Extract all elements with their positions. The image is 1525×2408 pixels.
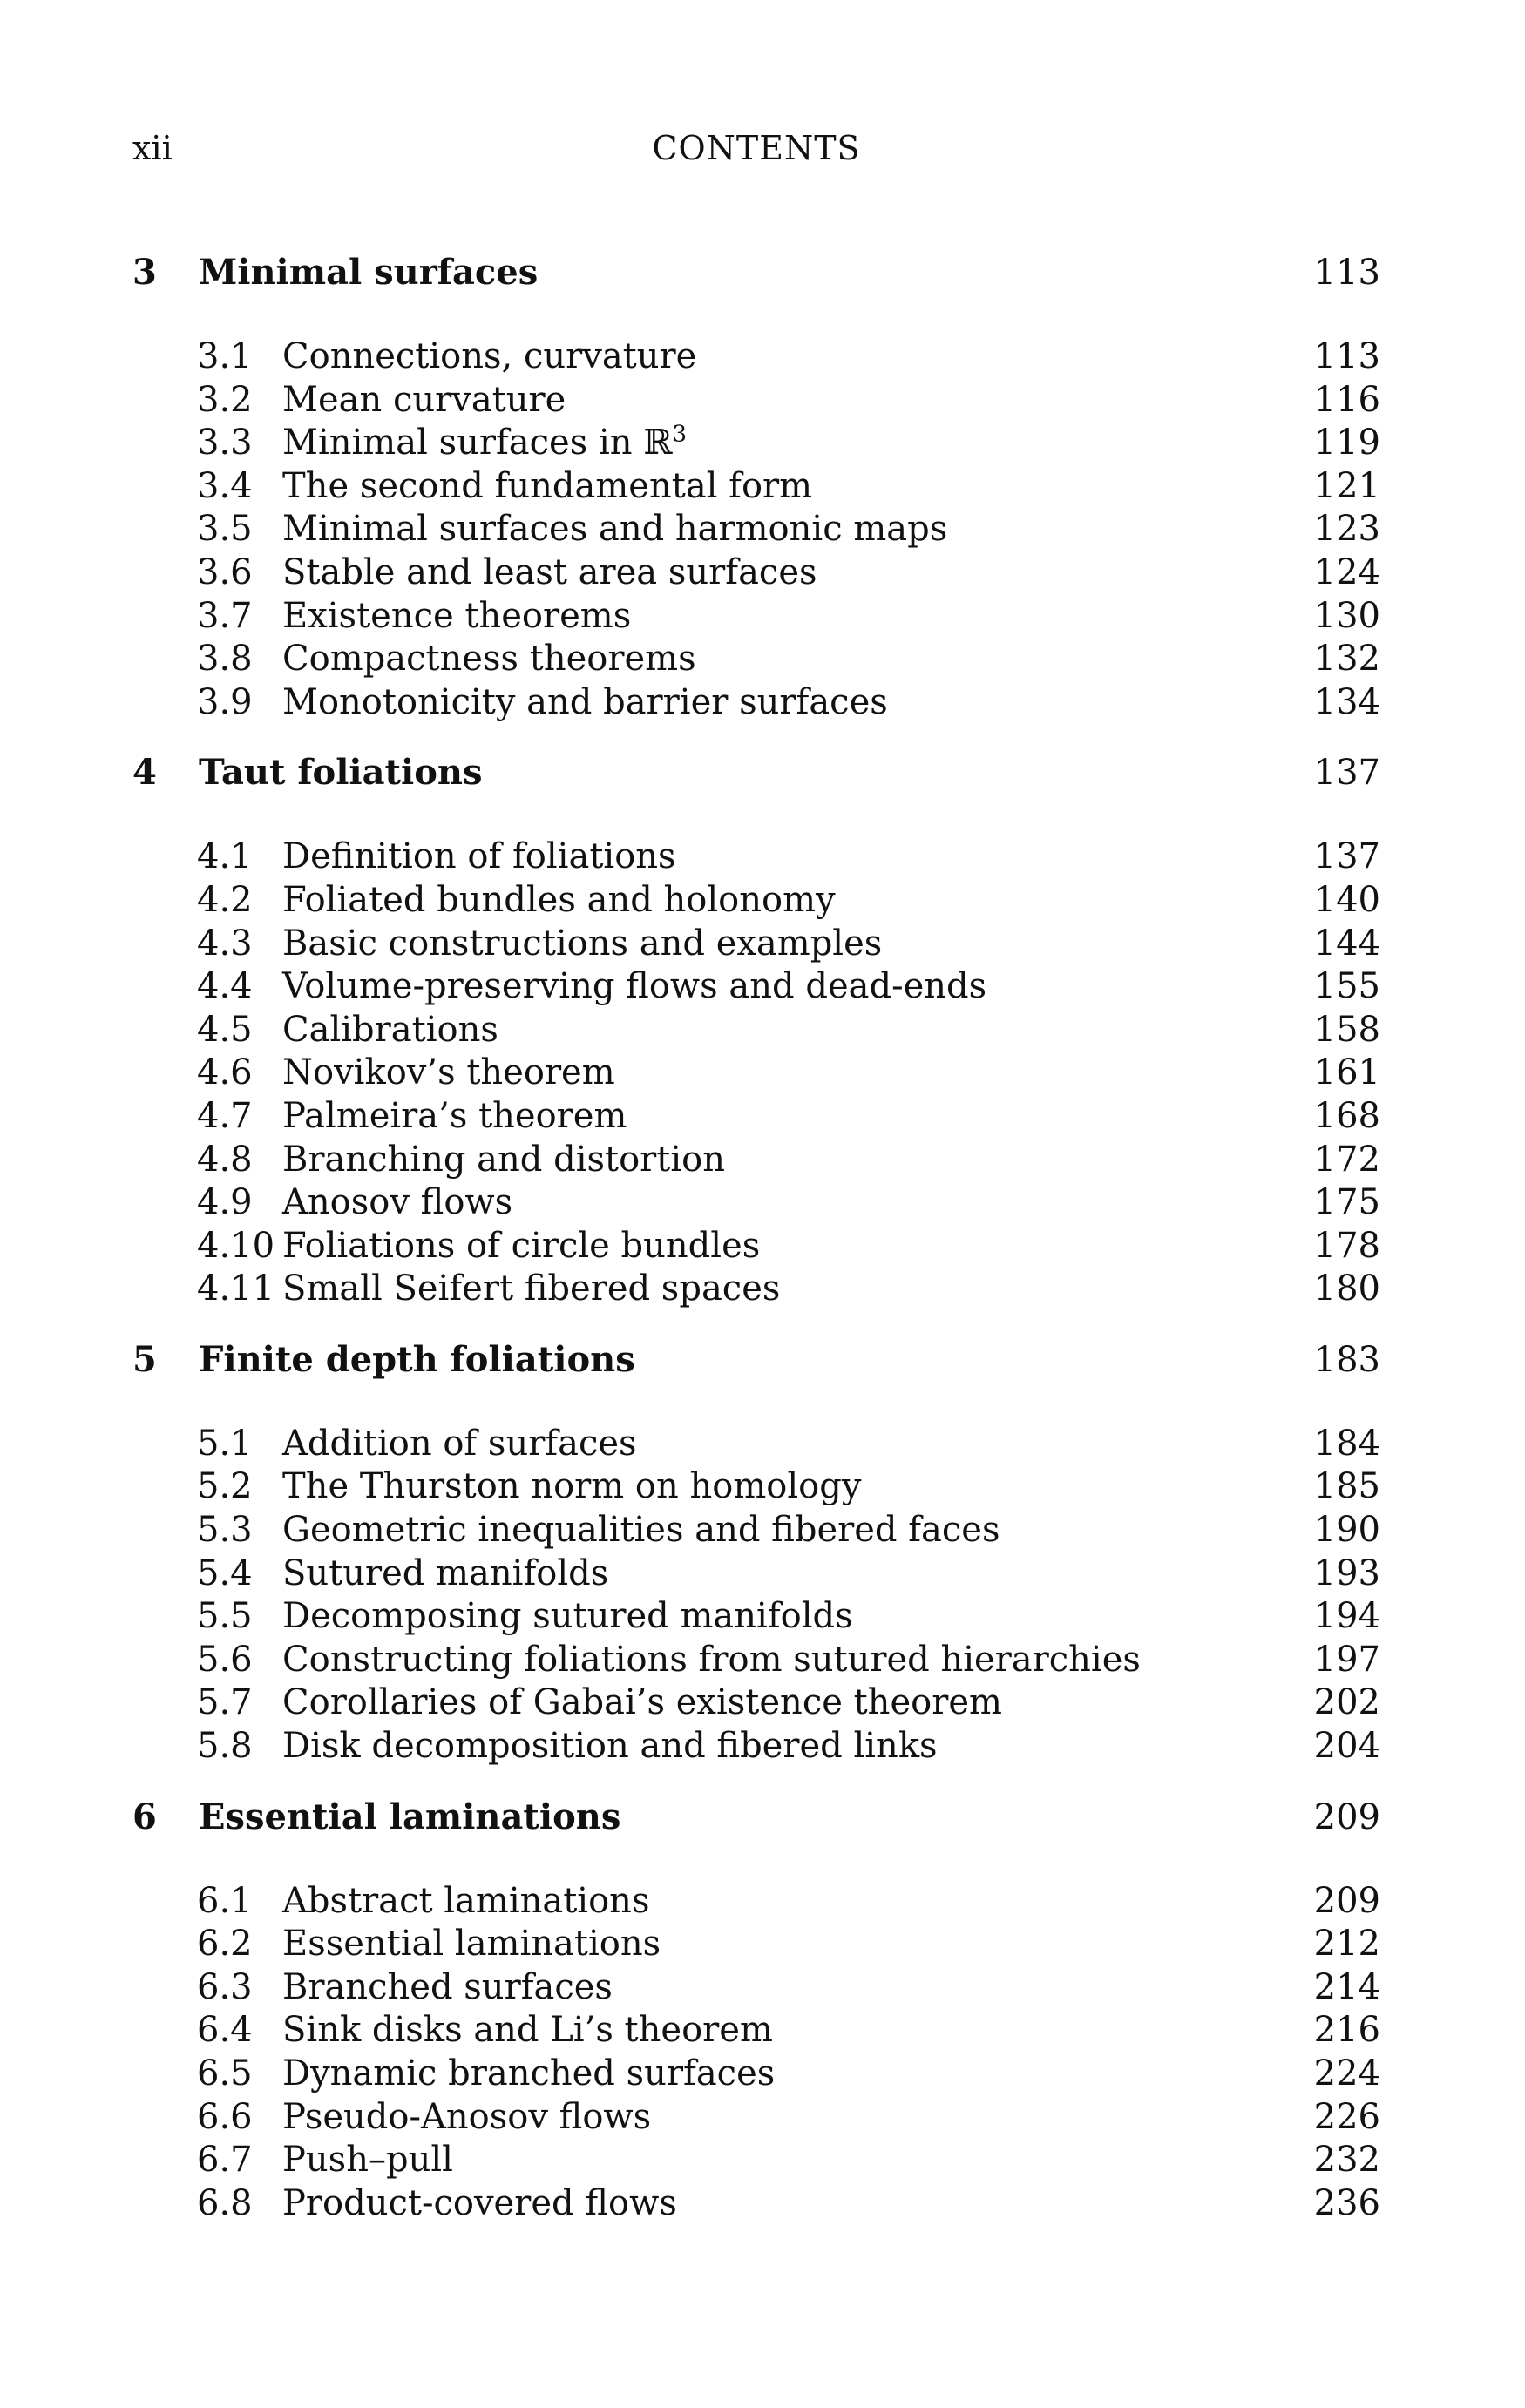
chapter-title: Essential laminations xyxy=(199,1796,621,1837)
chapter-heading xyxy=(132,748,1380,797)
section-entry xyxy=(132,879,1380,923)
section-entry xyxy=(132,1052,1380,1095)
section-page-number: 185 xyxy=(1313,1466,1380,1507)
section-title-text: Definition of foliations xyxy=(282,836,676,877)
section-number: 5.6 xyxy=(197,1639,253,1680)
section-page-number: 123 xyxy=(1313,509,1380,550)
section-entry xyxy=(132,1181,1380,1225)
section-title-text: Calibrations xyxy=(282,1009,498,1050)
chapter-page-number: 209 xyxy=(1313,1796,1380,1837)
section-entry xyxy=(132,1880,1380,1924)
section-title-text: Sutured manifolds xyxy=(282,1552,609,1593)
section-number: 3.3 xyxy=(197,423,253,463)
section-title xyxy=(282,1966,613,2010)
section-page-number: 202 xyxy=(1313,1682,1380,1723)
section-title xyxy=(282,1725,938,1769)
section-number: 5.5 xyxy=(197,1596,253,1637)
section-number: 4.3 xyxy=(197,923,253,964)
section-title-text: The Thurston norm on homology xyxy=(282,1466,862,1507)
toc-chapter xyxy=(132,1336,1380,1769)
section-number: 3.4 xyxy=(197,465,253,506)
section-page-number: 178 xyxy=(1313,1225,1380,1266)
section-number: 4.10 xyxy=(197,1225,275,1266)
section-title xyxy=(282,379,566,423)
section-title-text: Push–pull xyxy=(282,2140,453,2181)
chapter-number: 4 xyxy=(132,752,157,794)
section-title xyxy=(282,465,812,509)
section-title-text: Geometric inequalities and fibered faces xyxy=(282,1510,1000,1551)
section-page-number: 236 xyxy=(1313,2182,1380,2223)
section-title xyxy=(282,595,631,639)
section-number: 5.8 xyxy=(197,1726,253,1767)
section-page-number: 161 xyxy=(1313,1052,1380,1093)
toc-chapter xyxy=(132,748,1380,1311)
chapter-page-number: 113 xyxy=(1313,253,1380,293)
section-number: 6.7 xyxy=(197,2140,253,2181)
section-page-number: 132 xyxy=(1313,639,1380,680)
section-title-text: Minimal surfaces in ℝ xyxy=(282,423,673,463)
section-page-number: 180 xyxy=(1313,1268,1380,1309)
section-page-number: 214 xyxy=(1313,1966,1380,2007)
section-page-number: 124 xyxy=(1313,551,1380,592)
section-page-number: 204 xyxy=(1313,1726,1380,1767)
section-entry xyxy=(132,379,1380,423)
section-number: 4.4 xyxy=(197,966,253,1007)
section-number: 5.3 xyxy=(197,1510,253,1551)
section-title-text: Small Seifert fibered spaces xyxy=(282,1268,781,1309)
section-title xyxy=(282,1268,780,1311)
section-title-superscript: 3 xyxy=(672,421,688,448)
chapter-title: Minimal surfaces xyxy=(199,252,539,293)
section-title xyxy=(282,965,986,1009)
section-entry xyxy=(132,1639,1380,1682)
section-entry xyxy=(132,465,1380,509)
chapter-number: 5 xyxy=(132,1338,157,1380)
section-title-text: Abstract laminations xyxy=(282,1880,650,1921)
section-page-number: 190 xyxy=(1313,1510,1380,1551)
section-title-text: Pseudo-Anosov flows xyxy=(282,2096,652,2137)
section-title-text: Minimal surfaces and harmonic maps xyxy=(282,509,948,550)
section-page-number: 116 xyxy=(1313,379,1380,420)
chapter-heading xyxy=(132,1793,1380,1842)
section-entry xyxy=(132,1595,1380,1639)
section-title xyxy=(282,335,696,379)
section-number: 6.4 xyxy=(197,2010,253,2051)
section-title xyxy=(282,1880,649,1924)
section-title-text: Dynamic branched surfaces xyxy=(282,2053,776,2093)
chapter-number: 3 xyxy=(132,252,157,293)
section-page-number: 232 xyxy=(1313,2140,1380,2181)
section-page-number: 168 xyxy=(1313,1095,1380,1136)
section-title xyxy=(282,1552,608,1596)
page-header xyxy=(132,126,1380,170)
section-page-number: 216 xyxy=(1313,2010,1380,2051)
section-entry xyxy=(132,422,1380,465)
section-title-text: Novikov’s theorem xyxy=(282,1052,615,1093)
section-entry xyxy=(132,681,1380,725)
toc-chapter xyxy=(132,1793,1380,2226)
section-entry xyxy=(132,551,1380,595)
section-entry xyxy=(132,1095,1380,1139)
section-page-number: 194 xyxy=(1313,1596,1380,1637)
section-page-number: 137 xyxy=(1313,836,1380,877)
section-title xyxy=(282,879,836,923)
section-page-number: 193 xyxy=(1313,1552,1380,1593)
section-entry xyxy=(132,638,1380,681)
section-title xyxy=(282,508,947,551)
toc-chapter xyxy=(132,248,1380,724)
chapter-spacer xyxy=(132,1769,1380,1793)
section-entry xyxy=(132,1139,1380,1182)
section-number: 4.5 xyxy=(197,1009,253,1050)
section-title-text: Volume-preserving flows and dead-ends xyxy=(282,966,987,1007)
section-title xyxy=(282,551,817,595)
section-title xyxy=(282,422,687,465)
section-number: 5.1 xyxy=(197,1423,253,1464)
section-number: 4.6 xyxy=(197,1052,253,1093)
section-title xyxy=(282,923,882,966)
section-page-number: 226 xyxy=(1313,2096,1380,2137)
section-title-text: Decomposing sutured manifolds xyxy=(282,1596,853,1637)
section-title-text: Product-covered flows xyxy=(282,2182,677,2223)
section-title xyxy=(282,1509,1000,1552)
section-page-number: 175 xyxy=(1313,1182,1380,1223)
section-title xyxy=(282,1639,1141,1682)
section-page-number: 121 xyxy=(1313,465,1380,506)
section-title xyxy=(282,1181,512,1225)
section-number: 4.7 xyxy=(197,1095,253,1136)
section-title-text: Sink disks and Li’s theorem xyxy=(282,2010,773,2051)
section-number: 3.5 xyxy=(197,509,253,550)
running-title: CONTENTS xyxy=(652,129,861,167)
section-number: 6.8 xyxy=(197,2182,253,2223)
section-title xyxy=(282,1052,615,1095)
section-title-text: Disk decomposition and fibered links xyxy=(282,1726,938,1767)
section-entry xyxy=(132,1966,1380,2010)
section-page-number: 155 xyxy=(1313,966,1380,1007)
section-entry xyxy=(132,1268,1380,1311)
section-number: 3.2 xyxy=(197,379,253,420)
section-number: 4.11 xyxy=(197,1268,275,1309)
section-page-number: 209 xyxy=(1313,1880,1380,1921)
section-title xyxy=(282,1009,498,1052)
section-entry xyxy=(132,1423,1380,1466)
section-page-number: 172 xyxy=(1313,1139,1380,1180)
section-title-text: Corollaries of Gabai’s existence theorem xyxy=(282,1682,1002,1723)
chapter-spacer xyxy=(132,1311,1380,1336)
section-number: 3.6 xyxy=(197,551,253,592)
section-entry xyxy=(132,1509,1380,1552)
chapter-title: Taut foliations xyxy=(199,752,483,794)
section-entry xyxy=(132,595,1380,639)
section-title-text: Stable and least area surfaces xyxy=(282,551,817,592)
section-title xyxy=(282,681,888,725)
section-entry xyxy=(132,2009,1380,2053)
section-page-number: 144 xyxy=(1313,923,1380,964)
section-title-text: Mean curvature xyxy=(282,379,566,420)
section-title xyxy=(282,2139,453,2182)
section-title-text: Branched surfaces xyxy=(282,1966,613,2007)
section-entry xyxy=(132,1552,1380,1596)
section-title-text: Compactness theorems xyxy=(282,639,696,680)
chapter-page-number: 137 xyxy=(1313,753,1380,794)
section-page-number: 212 xyxy=(1313,1924,1380,1965)
section-entry xyxy=(132,2096,1380,2140)
section-title-text: Branching and distortion xyxy=(282,1139,726,1180)
section-title xyxy=(282,2053,775,2096)
section-number: 5.2 xyxy=(197,1466,253,1507)
section-number: 3.9 xyxy=(197,681,253,722)
section-title xyxy=(282,1595,853,1639)
section-entry xyxy=(132,1225,1380,1268)
section-number: 4.8 xyxy=(197,1139,253,1180)
section-title xyxy=(282,1225,760,1268)
section-title-text: Constructing foliations from sutured hierarchies xyxy=(282,1639,1141,1680)
section-entry xyxy=(132,1725,1380,1769)
section-page-number: 130 xyxy=(1313,595,1380,636)
section-title-text: Essential laminations xyxy=(282,1924,661,1965)
section-title xyxy=(282,1139,725,1182)
section-number: 6.6 xyxy=(197,2096,253,2137)
section-title xyxy=(282,2009,773,2053)
section-title-text: Addition of surfaces xyxy=(282,1423,637,1464)
chapter-number: 6 xyxy=(132,1796,157,1837)
section-page-number: 224 xyxy=(1313,2053,1380,2093)
section-title-text: Monotonicity and barrier surfaces xyxy=(282,681,888,722)
section-entry xyxy=(132,2139,1380,2182)
section-title xyxy=(282,835,676,879)
section-title-text: The second fundamental form xyxy=(282,465,813,506)
section-entry xyxy=(132,1923,1380,1966)
section-number: 4.9 xyxy=(197,1182,253,1223)
section-page-number: 113 xyxy=(1313,336,1380,376)
section-number: 6.5 xyxy=(197,2053,253,2093)
section-page-number: 158 xyxy=(1313,1009,1380,1050)
chapter-page-number: 183 xyxy=(1313,1339,1380,1380)
section-page-number: 119 xyxy=(1313,423,1380,463)
section-title xyxy=(282,1923,661,1966)
chapter-title: Finite depth foliations xyxy=(199,1338,635,1380)
section-title-text: Existence theorems xyxy=(282,595,632,636)
chapter-spacer xyxy=(132,724,1380,748)
chapter-heading xyxy=(132,248,1380,297)
section-number: 4.1 xyxy=(197,836,253,877)
section-entry xyxy=(132,2053,1380,2096)
section-title xyxy=(282,1681,1002,1725)
section-title xyxy=(282,1095,627,1139)
section-number: 6.2 xyxy=(197,1924,253,1965)
section-title-text: Foliations of circle bundles xyxy=(282,1225,761,1266)
section-page-number: 197 xyxy=(1313,1639,1380,1680)
section-title xyxy=(282,1423,637,1466)
table-of-contents xyxy=(132,248,1380,2225)
section-entry xyxy=(132,1681,1380,1725)
section-entry xyxy=(132,2182,1380,2226)
section-entry xyxy=(132,923,1380,966)
section-title xyxy=(282,1465,861,1509)
section-title xyxy=(282,2096,651,2140)
section-number: 3.7 xyxy=(197,595,253,636)
section-number: 3.8 xyxy=(197,639,253,680)
page-number: xii xyxy=(132,129,173,167)
section-title-text: Palmeira’s theorem xyxy=(282,1095,627,1136)
section-number: 5.7 xyxy=(197,1682,253,1723)
section-number: 5.4 xyxy=(197,1552,253,1593)
section-entry xyxy=(132,1465,1380,1509)
section-page-number: 134 xyxy=(1313,681,1380,722)
section-entry xyxy=(132,965,1380,1009)
section-title-text: Foliated bundles and holonomy xyxy=(282,879,836,920)
section-title-text: Basic constructions and examples xyxy=(282,923,883,964)
section-page-number: 140 xyxy=(1313,879,1380,920)
section-number: 6.1 xyxy=(197,1880,253,1921)
section-entry xyxy=(132,508,1380,551)
section-number: 4.2 xyxy=(197,879,253,920)
section-number: 6.3 xyxy=(197,1966,253,2007)
section-title-text: Connections, curvature xyxy=(282,336,697,376)
section-number: 3.1 xyxy=(197,336,253,376)
chapter-heading xyxy=(132,1336,1380,1384)
section-title-text: Anosov flows xyxy=(282,1182,513,1223)
section-page-number: 184 xyxy=(1313,1423,1380,1464)
section-entry xyxy=(132,835,1380,879)
section-entry xyxy=(132,1009,1380,1052)
section-title xyxy=(282,2182,677,2226)
section-entry xyxy=(132,335,1380,379)
section-title xyxy=(282,638,696,681)
